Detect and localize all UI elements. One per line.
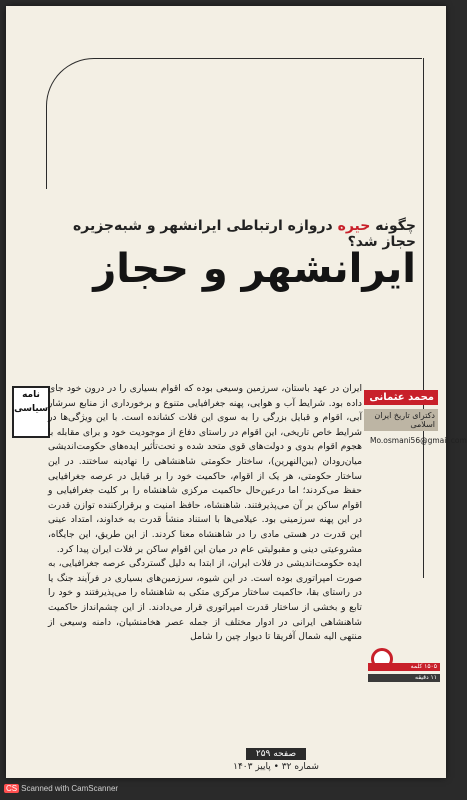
camscanner-icon: CS <box>6 784 18 793</box>
page-number: صفحه ۲۵۹ <box>246 748 306 760</box>
body-paragraph-1: ایران در عهد باستان، سرزمین وسیعی بوده که اقوام بسیاری را در درون خود جای داده بود. شرایط آب و هوایی، پهنه جغرافیایی متنوع و برخورداری از منابع سرشار آبی، اقوام و قبایل بزرگی را به سوی این فلات کشانده است. با این ویژگی‌ها در شرایط خاص تاریخی، این اقوام در راستای دفاع از موجودیت خود و برای مقابله با هجوم اقوام بدوی و دولت‌های قوی متحد شده و تحت‌تأثیر ایده‌های حکومت‌اندیشی میان‌رودان (بین‌النهرین)، ساختار حکومتی شاهنشاهی را نهادینه ساختند. در این ساختار حکومتی، هر یک از اقوام، حاکمیت خود را بر قبایل در عرصه جغرافیایی حفظ می‌کردند؛ اما درعین‌حال حاکمیت مرکزی شاهنشاه را بر کلیت جغرافیایی و اقوام ساکن بر آن می‌پذیرفتند. شاهنشاه، حافظ امنیت و برقرارکننده توازن قدرت در این پهنه سرزمینی بود. عیلامی‌ها با استناد منشأ قدرت به خداوند، امتداد عینی این قدرت در هستی مادی را در شاهنشاه معنا کردند. از این طریق، این جایگاه، مشروعیتی دینی و مقبولیتی عام در میان این اقوام ساکن بر فلات ایران پیدا کرد. <box>48 383 362 555</box>
article-body <box>48 382 362 645</box>
scanner-watermark <box>4 784 118 793</box>
article-subtitle: چگونه حیره دروازه ارتباطی ایرانشهر و شبه‌جزیره حجاز شد؟ <box>72 218 416 250</box>
logo-line-2: سیاسی <box>14 404 48 414</box>
section-logo <box>12 386 50 438</box>
author-block <box>364 390 438 431</box>
logo-line-1: نامه <box>22 390 40 400</box>
author-name: محمد عثمانی <box>364 390 438 405</box>
decorative-frame-right <box>413 58 424 578</box>
decorative-frame-top <box>46 58 422 189</box>
scanner-text: Scanned with CamScanner <box>21 784 119 793</box>
subtitle-highlight: حیره <box>337 218 371 234</box>
word-count-badge: ۱۵۰۵ کلمه <box>368 663 440 671</box>
article-title: ایرانشهر و حجاز <box>93 246 416 292</box>
page-footer <box>206 748 346 772</box>
reading-info <box>368 660 440 682</box>
reading-time-badge: ۱۱ دقیقه <box>368 674 440 682</box>
author-email: Mo.osmani56@gmail.com <box>370 436 467 445</box>
author-role: دکترای تاریخ ایران اسلامی <box>364 409 438 431</box>
body-paragraph-2: ایده حکومت‌اندیشی در فلات ایران، از ابتدا به دلیل گستردگی عرصه جغرافیایی، به صورت امپراتوری بوده است. در این شیوه، سرزمین‌های بسیاری در فرآیند جنگ یا در راستای بقا، حاکمیت ساختار مرکزی متکی به شاهنشاه را می‌پذیرفتند و خود را تابع و بخشی از ساختار قدرت امپراتوری قرار می‌دادند. از این چشم‌انداز حاکمیت شاهنشاهی ایرانی در ادوار مختلف از جمله عصر هخامنشیان، دامنه وسیعی از منتهی الیه شمال آفریقا تا دیوار چین را شامل <box>48 558 362 643</box>
issue-info: شماره ۳۲ • پاییز ۱۴۰۳ <box>233 762 319 772</box>
magazine-page <box>6 6 467 778</box>
